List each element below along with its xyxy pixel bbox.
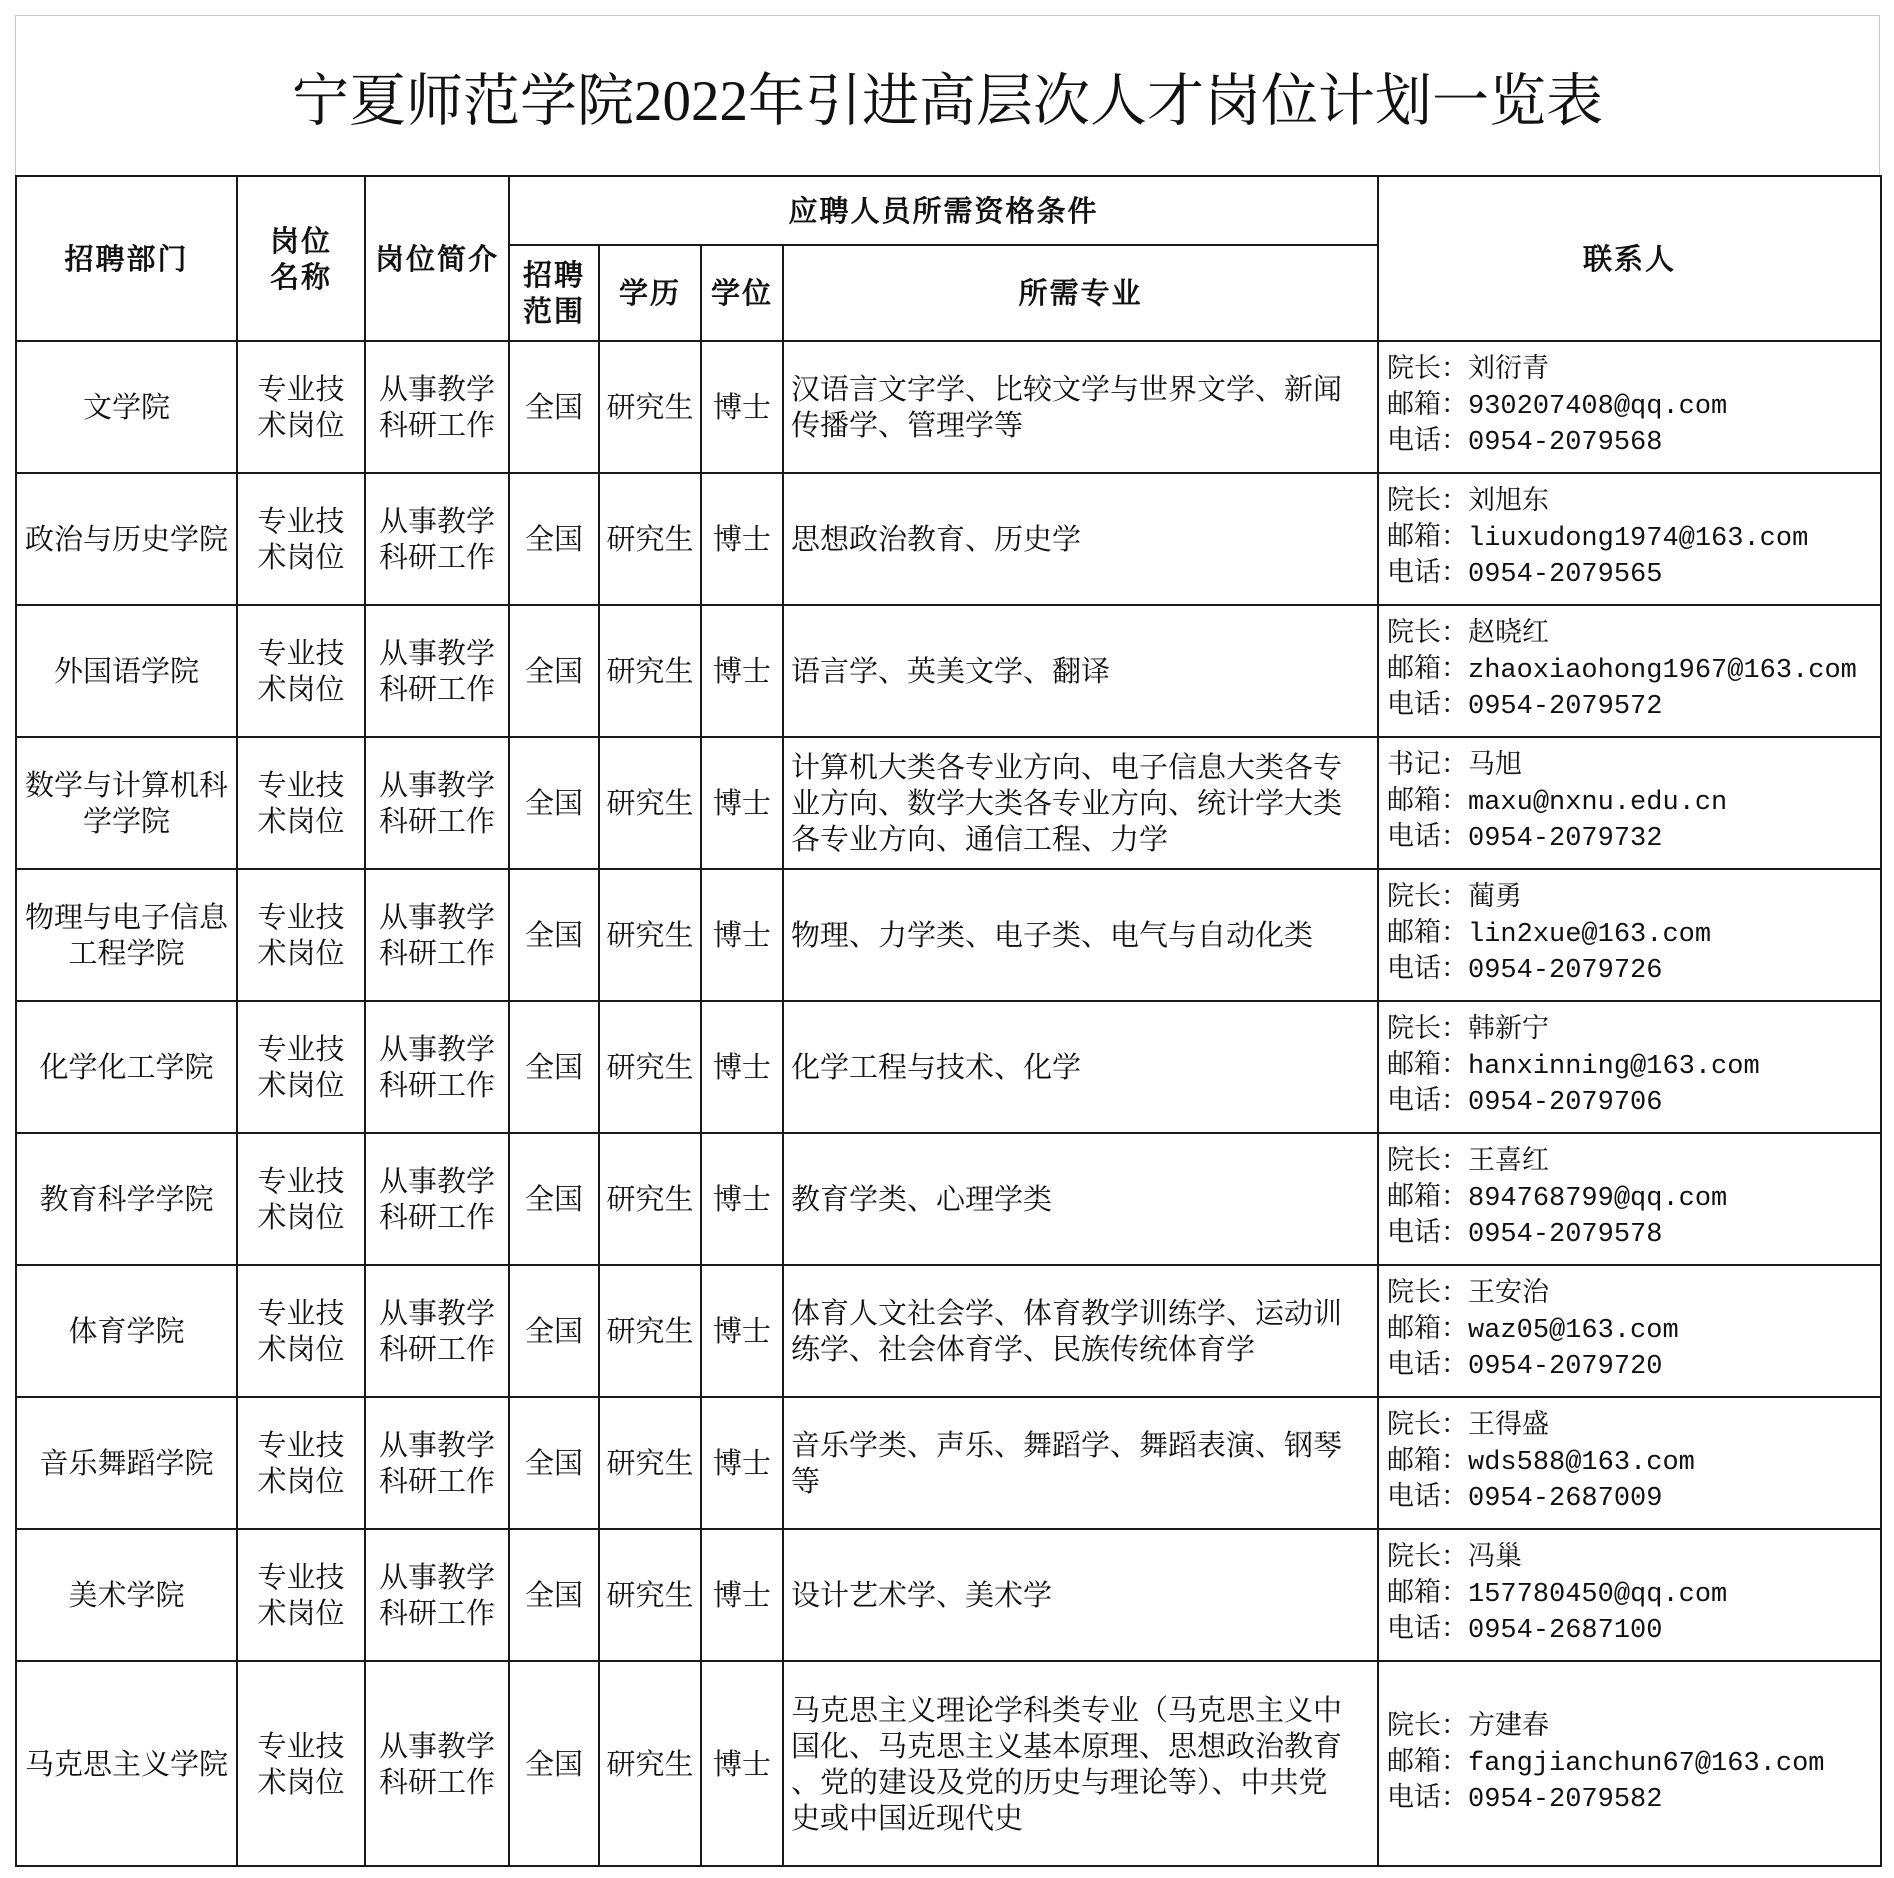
post-name-cell	[237, 1133, 365, 1265]
recruitment-scope-text: 全国	[524, 390, 583, 424]
degree-text: 博士	[712, 1446, 771, 1480]
post-name-line: 专业技	[257, 1560, 345, 1594]
recruitment-scope-text: 全国	[524, 1446, 583, 1480]
department-cell	[16, 737, 237, 869]
post-description-line: 从事教学	[378, 1164, 495, 1198]
post-description-cell	[365, 473, 509, 605]
degree-cell	[701, 1133, 783, 1265]
education-text: 研究生	[606, 786, 694, 820]
header-scope-line: 范围	[522, 294, 585, 328]
post-description-line: 科研工作	[378, 408, 495, 442]
required-major-line: 语言学、英美文学、翻译	[791, 654, 1111, 688]
post-name-line: 专业技	[257, 1728, 345, 1763]
recruitment-scope-text: 全国	[524, 1578, 583, 1612]
contact-cell	[1378, 1661, 1881, 1866]
post-name-line: 专业技	[257, 1032, 345, 1066]
post-name-cell	[237, 605, 365, 737]
required-major-line: 各专业方向、通信工程、力学	[791, 822, 1169, 856]
degree-text: 博士	[712, 654, 771, 688]
department-line: 外国语学院	[53, 654, 199, 688]
post-description-line: 从事教学	[378, 1032, 495, 1066]
contact-cell	[1378, 473, 1881, 605]
post-description-line: 科研工作	[378, 1332, 495, 1366]
department-cell	[16, 1133, 237, 1265]
post-description-line: 从事教学	[378, 1428, 495, 1462]
recruitment-scope-cell	[509, 1265, 599, 1397]
header-post-description: 岗位简介	[365, 176, 509, 341]
department-line: 教育科学学院	[39, 1182, 214, 1216]
degree-text: 博士	[712, 1050, 771, 1084]
post-name-line: 术岗位	[257, 936, 345, 970]
contact-email: 邮箱：lin2xue@163.com	[1387, 920, 1712, 950]
post-name-line: 术岗位	[257, 1464, 345, 1498]
recruitment-scope-text: 全国	[524, 1050, 583, 1084]
table-row	[16, 1661, 1881, 1866]
recruitment-scope-text: 全国	[524, 1182, 583, 1216]
required-major-line: 思想政治教育、历史学	[791, 522, 1082, 556]
post-description-cell	[365, 1001, 509, 1133]
education-cell	[599, 737, 701, 869]
post-name-cell	[237, 1265, 365, 1397]
post-name-line: 专业技	[257, 504, 345, 538]
contact-person: 院长：蔺勇	[1387, 884, 1523, 914]
recruitment-scope-cell	[509, 605, 599, 737]
required-major-cell	[783, 1001, 1378, 1133]
required-major-line: 计算机大类各专业方向、电子信息大类各专	[791, 750, 1343, 784]
post-description-line: 从事教学	[378, 1728, 495, 1763]
degree-text: 博士	[712, 522, 771, 556]
required-major-cell	[783, 341, 1378, 473]
degree-cell	[701, 1397, 783, 1529]
post-name-line: 专业技	[257, 1164, 345, 1198]
education-cell	[599, 1397, 701, 1529]
post-name-line: 术岗位	[257, 408, 345, 442]
department-line: 文学院	[82, 390, 170, 424]
required-major-line: 业方向、数学大类各专业方向、统计学大类	[791, 786, 1343, 820]
education-cell	[599, 1529, 701, 1661]
post-name-line: 专业技	[257, 768, 345, 802]
contact-email: 邮箱：157780450@qq.com	[1387, 1580, 1728, 1610]
table-row	[16, 1529, 1881, 1661]
department-cell	[16, 1529, 237, 1661]
required-major-cell	[783, 1265, 1378, 1397]
education-text: 研究生	[606, 1446, 694, 1480]
post-name-line: 专业技	[257, 900, 345, 934]
post-description-line: 科研工作	[378, 1764, 495, 1799]
required-major-line: 练学、社会体育学、民族传统体育学	[791, 1332, 1256, 1366]
post-name-line: 术岗位	[257, 672, 345, 706]
contact-email: 邮箱：zhaoxiaohong1967@163.com	[1387, 656, 1857, 686]
post-description-cell	[365, 737, 509, 869]
education-cell	[599, 341, 701, 473]
post-description-line: 科研工作	[378, 1596, 495, 1630]
required-major-line: 等	[791, 1464, 821, 1498]
post-description-cell	[365, 1133, 509, 1265]
post-name-line: 术岗位	[257, 1596, 345, 1630]
contact-phone: 电话：0954-2079568	[1387, 428, 1663, 458]
post-name-cell	[237, 1001, 365, 1133]
required-major-line: 汉语言文字学、比较文学与世界文学、新闻	[791, 372, 1343, 406]
department-cell	[16, 1661, 237, 1866]
post-name-line: 专业技	[257, 372, 345, 406]
contact-phone: 电话：0954-2079582	[1387, 1784, 1663, 1815]
education-text: 研究生	[606, 390, 694, 424]
recruitment-plan-table	[15, 175, 1882, 1867]
table-body	[16, 341, 1881, 1866]
required-major-cell	[783, 473, 1378, 605]
education-text: 研究生	[606, 1314, 694, 1348]
contact-email: 邮箱：waz05@163.com	[1387, 1316, 1679, 1346]
degree-text: 博士	[712, 1578, 771, 1612]
required-major-line: 史或中国近现代史	[791, 1800, 1024, 1835]
contact-phone: 电话：0954-2079578	[1387, 1220, 1663, 1250]
post-name-cell	[237, 737, 365, 869]
department-line: 马克思主义学院	[24, 1746, 228, 1781]
header-required-major: 所需专业	[783, 245, 1378, 341]
department-cell	[16, 1265, 237, 1397]
post-description-line: 科研工作	[378, 540, 495, 574]
required-major-line: 体育人文社会学、体育教学训练学、运动训	[791, 1296, 1343, 1330]
post-description-line: 从事教学	[378, 1296, 495, 1330]
contact-cell	[1378, 1397, 1881, 1529]
degree-text: 博士	[712, 1746, 771, 1781]
contact-person: 院长：赵晓红	[1387, 620, 1550, 650]
education-cell	[599, 1001, 701, 1133]
header-degree: 学位	[701, 245, 783, 341]
recruitment-scope-cell	[509, 1529, 599, 1661]
department-line: 物理与电子信息	[24, 900, 228, 934]
contact-phone: 电话：0954-2079726	[1387, 956, 1663, 986]
department-line: 美术学院	[68, 1578, 185, 1612]
table-row	[16, 1397, 1881, 1529]
contact-email: 邮箱：894768799@qq.com	[1387, 1184, 1728, 1214]
required-major-line: 音乐学类、声乐、舞蹈学、舞蹈表演、钢琴	[791, 1428, 1343, 1462]
required-major-cell	[783, 605, 1378, 737]
required-major-cell	[783, 737, 1378, 869]
education-text: 研究生	[606, 1578, 694, 1612]
education-text: 研究生	[606, 1182, 694, 1216]
table-row	[16, 1265, 1881, 1397]
degree-cell	[701, 1001, 783, 1133]
contact-cell	[1378, 341, 1881, 473]
contact-cell	[1378, 1001, 1881, 1133]
education-text: 研究生	[606, 1746, 694, 1781]
department-line: 音乐舞蹈学院	[39, 1446, 214, 1480]
recruitment-scope-cell	[509, 1397, 599, 1529]
recruitment-scope-cell	[509, 1661, 599, 1866]
post-name-cell	[237, 1397, 365, 1529]
post-name-line: 术岗位	[257, 1068, 345, 1102]
contact-email: 邮箱：fangjianchun67@163.com	[1387, 1748, 1825, 1779]
education-cell	[599, 1661, 701, 1866]
post-name-line: 专业技	[257, 1428, 345, 1462]
post-name-cell	[237, 1661, 365, 1866]
contact-phone: 电话：0954-2687009	[1387, 1484, 1663, 1514]
table-row	[16, 869, 1881, 1001]
contact-cell	[1378, 1529, 1881, 1661]
recruitment-scope-text: 全国	[524, 1746, 583, 1781]
required-major-line: 传播学、管理学等	[791, 408, 1024, 442]
contact-phone: 电话：0954-2079720	[1387, 1352, 1663, 1382]
header-post-name-line: 岗位	[269, 223, 332, 258]
header-qualification-group: 应聘人员所需资格条件	[509, 176, 1378, 245]
header-department: 招聘部门	[16, 176, 237, 341]
contact-person: 院长：冯巢	[1387, 1544, 1523, 1574]
post-description-cell	[365, 1397, 509, 1529]
contact-phone: 电话：0954-2079565	[1387, 560, 1663, 590]
education-text: 研究生	[606, 918, 694, 952]
department-cell	[16, 869, 237, 1001]
table-header	[16, 176, 1881, 341]
department-cell	[16, 473, 237, 605]
contact-cell	[1378, 1265, 1881, 1397]
post-description-line: 科研工作	[378, 804, 495, 838]
contact-email: 邮箱：930207408@qq.com	[1387, 392, 1728, 422]
recruitment-scope-cell	[509, 1133, 599, 1265]
degree-cell	[701, 737, 783, 869]
post-description-cell	[365, 1661, 509, 1866]
table-row	[16, 605, 1881, 737]
required-major-line: 教育学类、心理学类	[791, 1182, 1053, 1216]
department-cell	[16, 1397, 237, 1529]
degree-text: 博士	[712, 1314, 771, 1348]
recruitment-scope-text: 全国	[524, 522, 583, 556]
required-major-line: 设计艺术学、美术学	[791, 1578, 1053, 1612]
education-text: 研究生	[606, 654, 694, 688]
contact-email: 邮箱：maxu@nxnu.edu.cn	[1387, 788, 1728, 818]
required-major-cell	[783, 1529, 1378, 1661]
contact-cell	[1378, 869, 1881, 1001]
contact-person: 院长：王得盛	[1387, 1412, 1550, 1442]
post-description-line: 从事教学	[378, 900, 495, 934]
table-row	[16, 341, 1881, 473]
degree-text: 博士	[712, 390, 771, 424]
required-major-line: 物理、力学类、电子类、电气与自动化类	[791, 918, 1314, 952]
contact-email: 邮箱：wds588@163.com	[1387, 1448, 1695, 1478]
post-name-line: 术岗位	[257, 1332, 345, 1366]
recruitment-scope-text: 全国	[524, 1314, 583, 1348]
education-cell	[599, 605, 701, 737]
contact-person: 院长：王喜红	[1387, 1148, 1550, 1178]
post-description-line: 从事教学	[378, 768, 495, 802]
recruitment-scope-text: 全国	[524, 654, 583, 688]
recruitment-scope-cell	[509, 1001, 599, 1133]
contact-cell	[1378, 1133, 1881, 1265]
degree-text: 博士	[712, 918, 771, 952]
degree-cell	[701, 1661, 783, 1866]
contact-person: 院长：方建春	[1387, 1712, 1550, 1743]
post-name-cell	[237, 473, 365, 605]
post-description-line: 科研工作	[378, 1068, 495, 1102]
education-cell	[599, 473, 701, 605]
required-major-line: 国化、马克思主义基本原理、思想政治教育	[791, 1728, 1343, 1763]
contact-person: 院长：刘旭东	[1387, 488, 1550, 518]
education-cell	[599, 869, 701, 1001]
table-row	[16, 1133, 1881, 1265]
required-major-cell	[783, 1661, 1378, 1866]
post-description-line: 科研工作	[378, 936, 495, 970]
post-description-cell	[365, 1529, 509, 1661]
department-line: 学学院	[82, 804, 170, 838]
recruitment-scope-text: 全国	[524, 918, 583, 952]
post-description-line: 从事教学	[378, 372, 495, 406]
department-cell	[16, 1001, 237, 1133]
header-post-name	[237, 176, 365, 341]
department-line: 化学化工学院	[39, 1050, 214, 1084]
contact-person: 院长：韩新宁	[1387, 1016, 1550, 1046]
post-description-line: 从事教学	[378, 504, 495, 538]
degree-cell	[701, 605, 783, 737]
department-cell	[16, 605, 237, 737]
contact-person: 书记：马旭	[1387, 752, 1523, 782]
table-row	[16, 737, 1881, 869]
education-cell	[599, 1133, 701, 1265]
post-description-line: 科研工作	[378, 1200, 495, 1234]
header-scope-line: 招聘	[522, 258, 585, 292]
department-line: 政治与历史学院	[24, 522, 228, 556]
contact-phone: 电话：0954-2687100	[1387, 1616, 1663, 1646]
degree-cell	[701, 869, 783, 1001]
post-name-line: 专业技	[257, 636, 345, 670]
post-name-cell	[237, 341, 365, 473]
header-row-1	[16, 176, 1881, 245]
degree-cell	[701, 473, 783, 605]
degree-cell	[701, 1265, 783, 1397]
post-name-cell	[237, 1529, 365, 1661]
title-box	[15, 15, 1880, 175]
post-description-cell	[365, 869, 509, 1001]
header-post-name-line: 名称	[269, 259, 332, 294]
education-text: 研究生	[606, 1050, 694, 1084]
contact-phone: 电话：0954-2079732	[1387, 824, 1663, 854]
department-line: 体育学院	[68, 1314, 185, 1348]
degree-text: 博士	[712, 1182, 771, 1216]
recruitment-scope-cell	[509, 869, 599, 1001]
contact-phone: 电话：0954-2079572	[1387, 692, 1663, 722]
contact-phone: 电话：0954-2079706	[1387, 1088, 1663, 1118]
post-name-line: 术岗位	[257, 804, 345, 838]
contact-cell	[1378, 737, 1881, 869]
table-row	[16, 1001, 1881, 1133]
post-description-line: 科研工作	[378, 1464, 495, 1498]
recruitment-scope-cell	[509, 473, 599, 605]
required-major-cell	[783, 869, 1378, 1001]
required-major-cell	[783, 1133, 1378, 1265]
header-recruitment-scope	[509, 245, 599, 341]
contact-cell	[1378, 605, 1881, 737]
post-name-line: 术岗位	[257, 540, 345, 574]
department-line: 工程学院	[68, 936, 185, 970]
post-description-line: 科研工作	[378, 672, 495, 706]
post-description-cell	[365, 1265, 509, 1397]
required-major-line: 化学工程与技术、化学	[791, 1050, 1082, 1084]
contact-email: 邮箱：hanxinning@163.com	[1387, 1052, 1760, 1082]
contact-person: 院长：王安治	[1387, 1280, 1550, 1310]
education-cell	[599, 1265, 701, 1397]
degree-text: 博士	[712, 786, 771, 820]
post-name-line: 专业技	[257, 1296, 345, 1330]
degree-cell	[701, 1529, 783, 1661]
table-row	[16, 473, 1881, 605]
post-name-line: 术岗位	[257, 1764, 345, 1799]
recruitment-scope-text: 全国	[524, 786, 583, 820]
post-description-line: 从事教学	[378, 636, 495, 670]
education-text: 研究生	[606, 522, 694, 556]
post-description-cell	[365, 341, 509, 473]
required-major-cell	[783, 1397, 1378, 1529]
department-cell	[16, 341, 237, 473]
degree-cell	[701, 341, 783, 473]
header-contact: 联系人	[1378, 176, 1881, 341]
contact-email: 邮箱：liuxudong1974@163.com	[1387, 524, 1809, 554]
required-major-line: 、党的建设及党的历史与理论等）、中共党	[791, 1764, 1328, 1799]
post-description-cell	[365, 605, 509, 737]
contact-person: 院长：刘衍青	[1387, 356, 1550, 386]
required-major-line: 马克思主义理论学科类专业（马克思主义中	[791, 1692, 1343, 1727]
recruitment-scope-cell	[509, 737, 599, 869]
post-name-line: 术岗位	[257, 1200, 345, 1234]
department-line: 数学与计算机科	[24, 768, 228, 802]
page-title: 宁夏师范学院2022年引进高层次人才岗位计划一览表	[292, 69, 1603, 133]
post-description-line: 从事教学	[378, 1560, 495, 1594]
post-name-cell	[237, 869, 365, 1001]
recruitment-scope-cell	[509, 341, 599, 473]
header-education: 学历	[599, 245, 701, 341]
